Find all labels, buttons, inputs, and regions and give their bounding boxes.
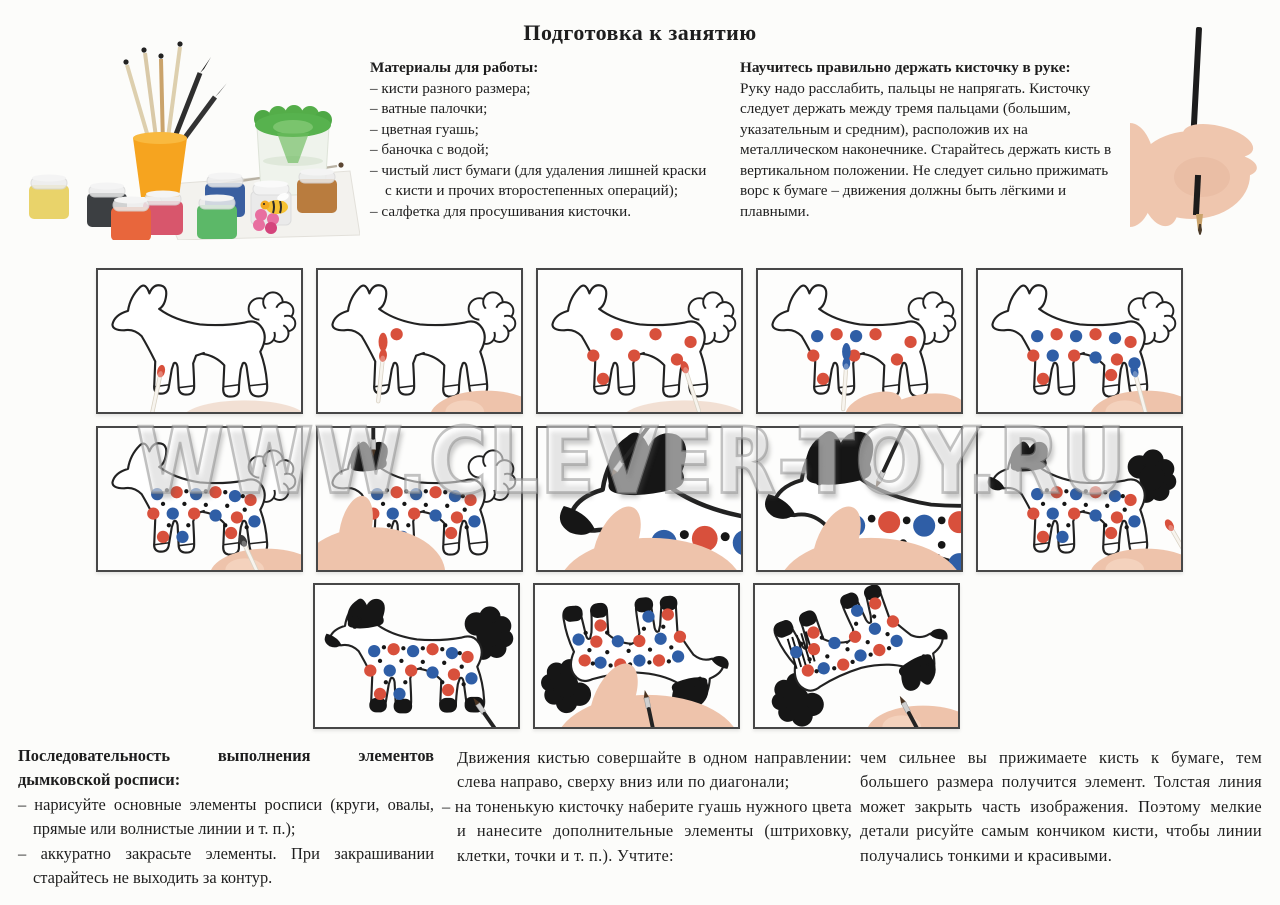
- step-panel-9: [756, 426, 963, 572]
- page-title: Подготовка к занятию: [523, 20, 757, 45]
- dymkovo-horse: [112, 443, 295, 554]
- sequence-item: – аккуратно закрасьте элементы. При закрашивании старайтесь не выходить за контур.: [18, 843, 434, 888]
- watermark: WWW.CLEVER-TOY.RU: [136, 408, 1127, 515]
- dymkovo-horse: [988, 442, 1176, 555]
- step-panel-1: [96, 268, 303, 414]
- step-panel-11: [313, 583, 520, 729]
- materials-item: – ватные палочки;: [370, 100, 488, 117]
- dymkovo-horse: [332, 285, 515, 396]
- materials-heading: Материалы для работы:: [370, 59, 539, 76]
- step-panel-7: [316, 426, 523, 572]
- dymkovo-horse: [325, 599, 513, 714]
- hand: [622, 400, 741, 412]
- sequence-item: – нарисуйте основные элементы росписи (круги, овалы, прямые или волнистые линии и т. п.);: [18, 794, 434, 839]
- hand: [841, 385, 961, 412]
- materials-item: – баночка с водой;: [370, 141, 489, 158]
- pressure-body: чем сильнее вы прижимаете кисть к бумаге, тем большего размера получится элемент. Толстая линия может закрыть часть изображения. Поэтому мелкие детали рисуйте самым кончиком кисти, чтобы линии получались тонкими и красивыми.: [860, 748, 1262, 865]
- dymkovo-horse: [992, 285, 1175, 396]
- dymkovo-horse: [112, 285, 295, 396]
- paint-brush: [873, 428, 914, 490]
- step-panel-12: [533, 583, 740, 729]
- step-panel-2: [316, 268, 523, 414]
- materials-item: – цветная гуашь;: [370, 120, 479, 138]
- hand: [182, 400, 301, 412]
- step-panel-8: [536, 426, 743, 572]
- step-panel-13: [753, 583, 960, 729]
- materials-item: – салфетка для просушивания кисточки.: [370, 202, 631, 220]
- materials-item: – кисти разного размера;: [370, 79, 531, 97]
- dymkovo-horse: [552, 285, 735, 396]
- movement-paragraph: Движения кистью совершайте в одном направлении: слева направо, сверху вниз или по диагонали;: [457, 748, 852, 792]
- materials-item: – чистый лист бумаги (для удаления лишней краски с кисти и прочих второстепенных операций);: [370, 161, 707, 199]
- step-panel-3: [536, 268, 743, 414]
- step-panel-6: [96, 426, 303, 572]
- dymkovo-horse: [772, 285, 955, 396]
- step-panel-4: [756, 268, 963, 414]
- technique-heading: Научитесь правильно держать кисточку в руке:: [740, 59, 1071, 76]
- step-panel-10: [976, 426, 1183, 572]
- movement-item: – на тоненькую кисточку наберите гуашь нужного цвета и нанесите дополнительные элементы (штриховку, клетки, точки и т. п.). Учтите:: [442, 796, 852, 865]
- sequence-heading: Последовательность выполнения элементов дымковской росписи:: [18, 746, 434, 790]
- step-panel-5: [976, 268, 1183, 414]
- technique-body: Руку надо расслабить, пальцы не напрягать. Кисточку следует держать между тремя пальцами (большим, указательным и средним), расположив их на металлическом наконечнике. Старайтесь держать кисть в вертикальном положении. Не следует сильно прижимать ворс к бумаге – движения должны быть лёгкими и плавными.: [740, 79, 1112, 220]
